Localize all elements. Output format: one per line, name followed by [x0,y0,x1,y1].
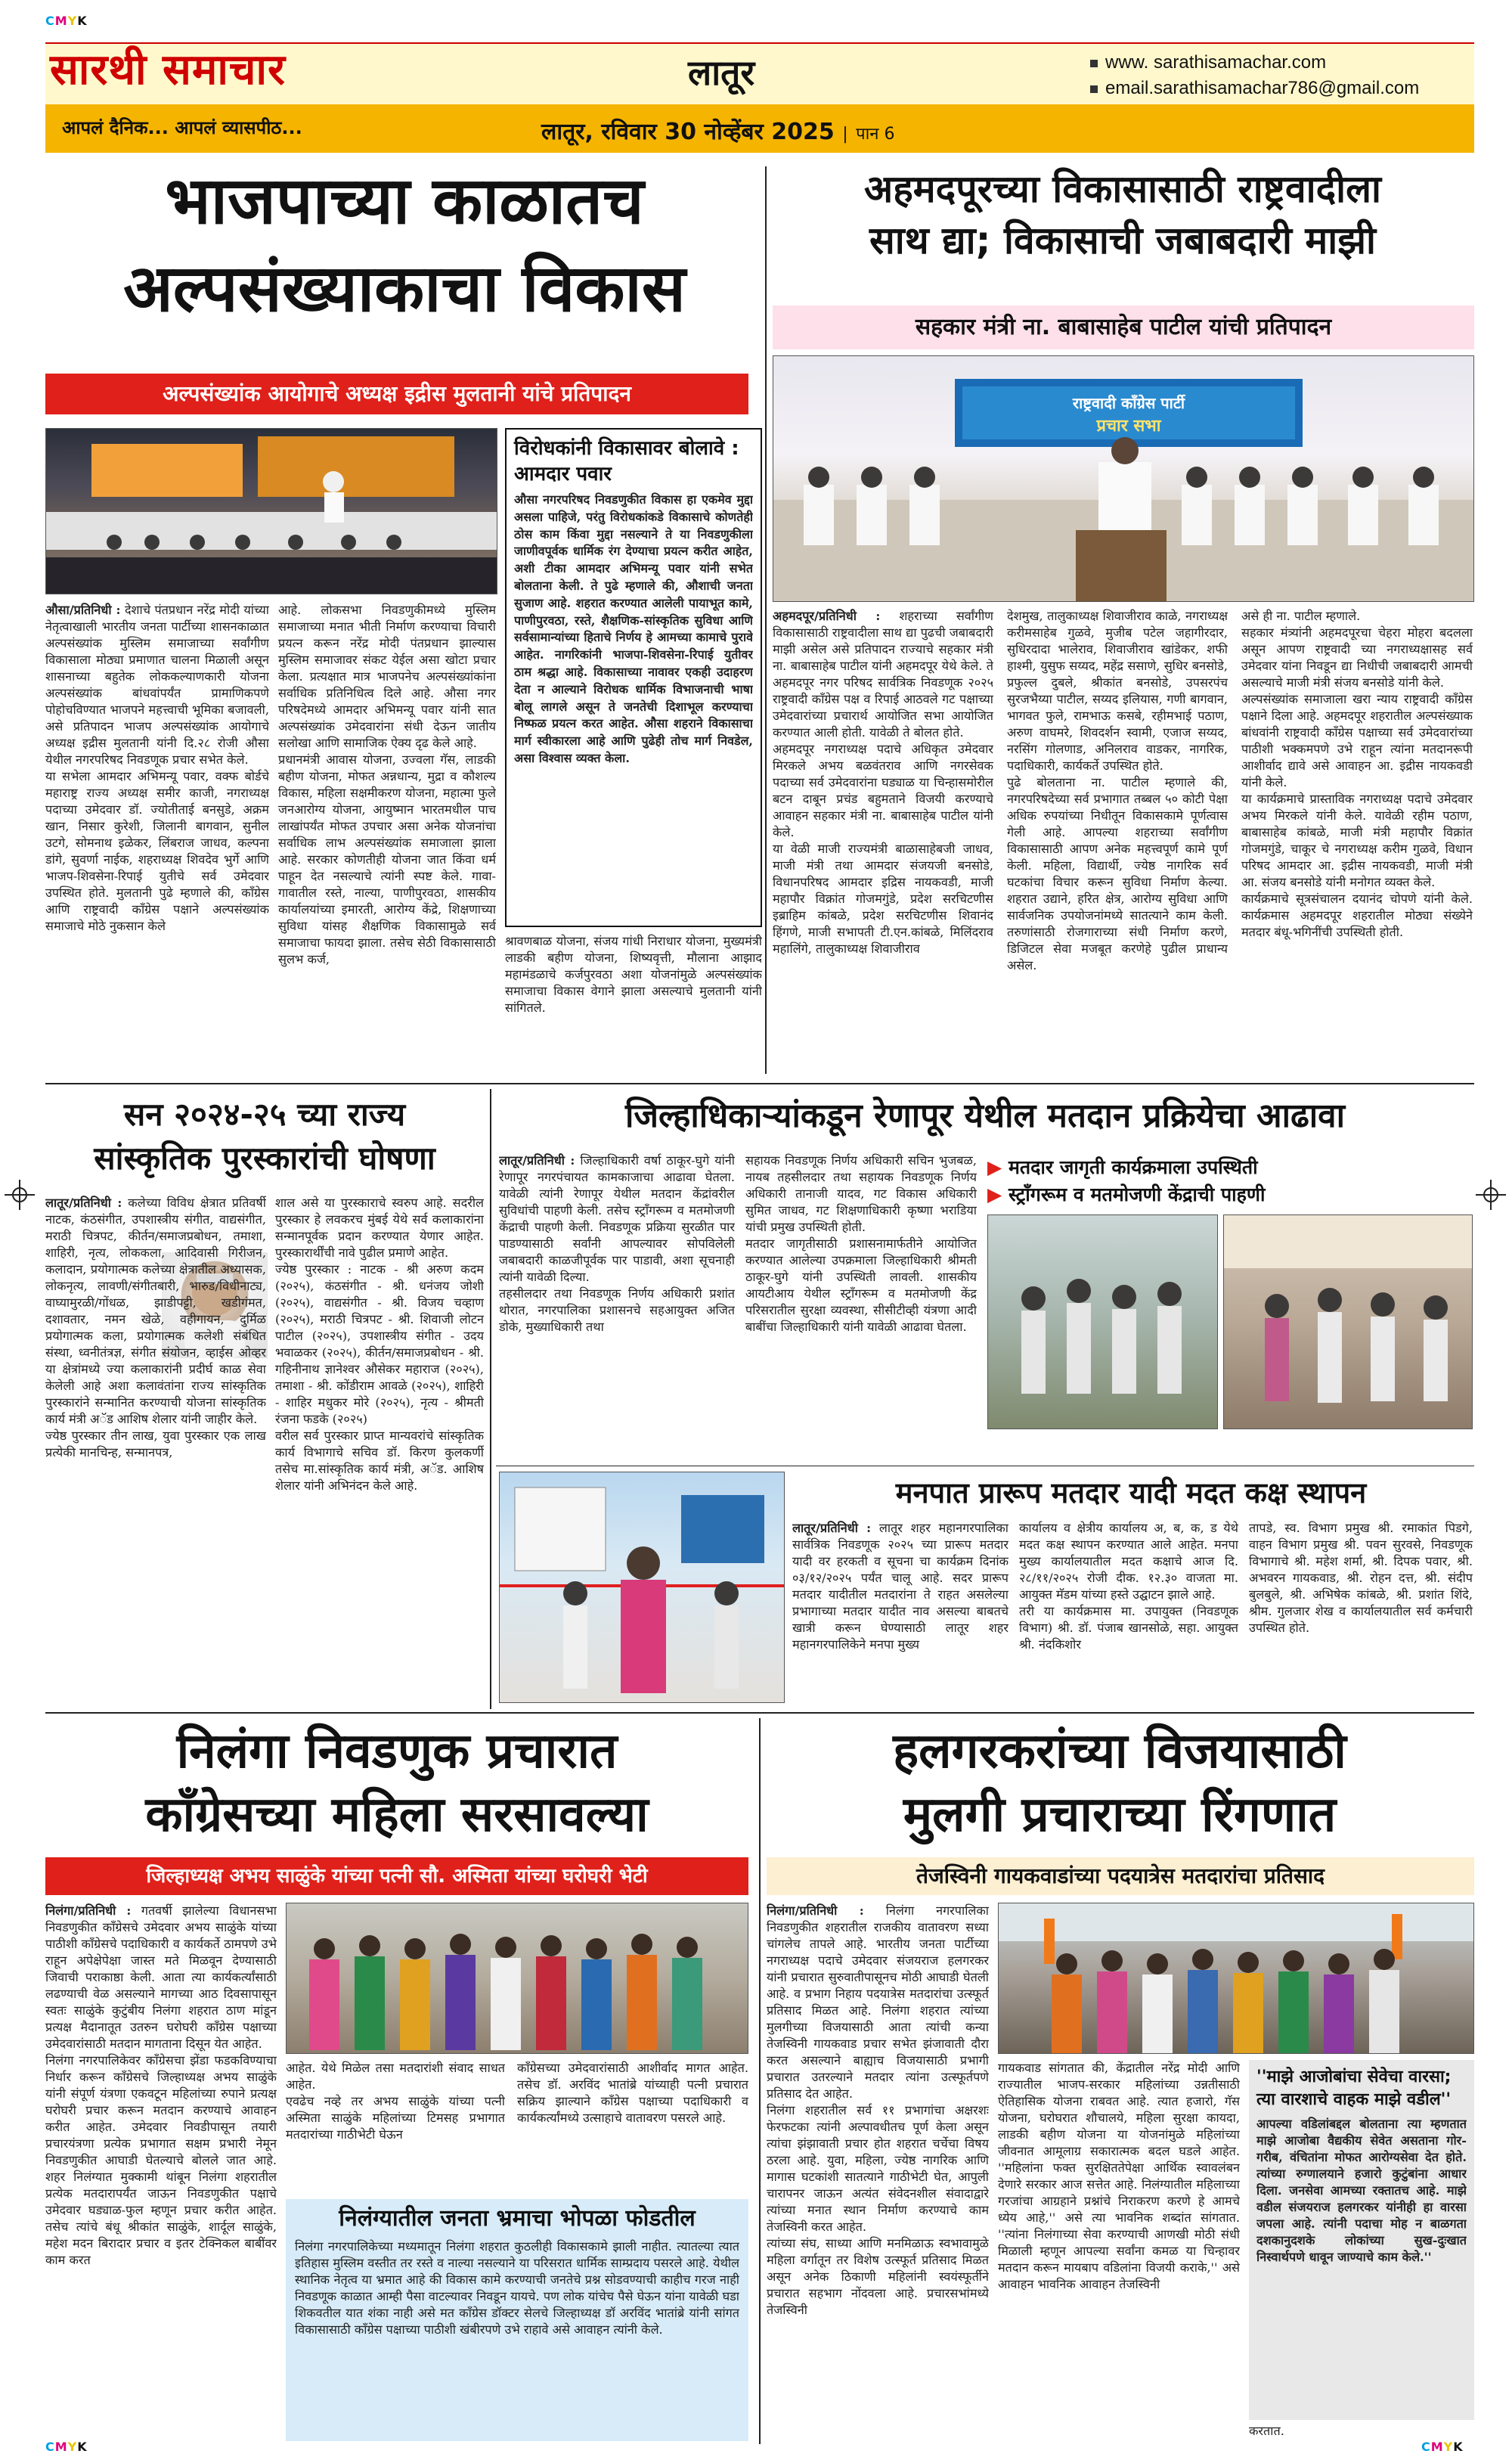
story2-subhead: सहकार मंत्री ना. बाबासाहेब पाटील यांची प्रतिपादन [773,306,1474,349]
story6-col3: काँग्रेसच्या उमेदवारांसाठी आशीर्वाद मागत आहेत. तसेच डॉ. अरविंद भातांब्रे यांच्याही पत्नी प्रचारात सक्रिय झाल्याने काँग्रेस पक्षाच्या पदाधिकारी व कार्यकर्त्यांमध्ये उत्साहाचे वातावरण पसरले आहे. [517,2061,748,2125]
paper-logo: सारथी समाचार [50,45,286,95]
story2-headline-2: साथ द्या; विकासाची जबाबदारी माझी [869,219,1376,262]
story2-byline: अहमदपूर/प्रतिनिधी : [773,609,881,623]
story2-col1 [773,608,993,1077]
story5-headline: मनपात प्रारूप मतदार यादी मदत कक्ष स्थापन [895,1476,1367,1509]
story7-col2: गायकवाड सांगतात की, केंद्रातील नरेंद्र मोदी आणि राज्यातील भाजप-सरकार महिलांच्या उन्नतीसाठी ऐतिहासिक योजना राबवत आहे. त्यात हजारो, गॅस योजना, घरोघरात शौचालये, महिला सुरक्षा कायदा, लाडकी बहीण योजना या योजनांमुळे महिलांच्या जीवनात आमूलाग्र सकारात्मक बदल घडले आहेत. ''महिलांना फक्त सुरक्षिततेपेक्षा आर्थिक स्वावलंबन देणारे सरकार आज सत्तेत आहे. निलंग्यातील महिलाच्या गरजांचा आग्रहाने प्रश्नांचे निराकरण करणे हे आमचे ध्येय आहे,'' असे त्या भावनिक शब्दांत सांगतात. ''त्यांना निलंगाच्या सेवा करण्याची आणखी मोठी संधी मिळाली म्हणून आपल्या सर्वांना कमळ या चिन्हावर मतदान करून मायबाप वडिलांना विजयी कराके,'' असे आवाहन भावनिक आवाहन तेजस्विनी [998,2061,1240,2291]
awareness-event-image [1224,1215,1473,1429]
registration-mark-icon [5,1180,35,1210]
dateline: लातूर, रविवार 30 नोव्हेंबर 2025 | पान 6 [541,119,895,145]
cmyk-mark: CMYK [45,14,88,28]
story5-body-1: लातूर शहर महानगरपालिका सार्वत्रिक निवडणूक २०२५ च्या प्रारूप मतदार यादी वर हरकती व सूचना चा कार्यक्रम दिनांक ०३/१२/२०२५ पर्यंत चालू आहे. सदर प्रारूप मतदार यादीतील मतदारांना ते राहत असलेल्या प्रभागाच्या मतदार यादीत नाव असल्या बाबतचे खात्री करून घेण्यासाठी लातूर शहर महानगरपालिकेने मनपा मुख्य [792,1521,1009,1652]
section-divider [45,1083,1474,1084]
story7-closing: करतात. [1249,2424,1284,2438]
story1-col2: आहे. लोकसभा निवडणुकीमध्ये मुस्लिम समाजाच्या मनात भीती निर्माण करण्याचा विचारी प्रयत्न करून नरेंद्र मोदी पंतप्रधान झाल्यास मुस्लिम समाजावर संकट येईल असा खोटा प्रचार केला. प्रत्यक्षात मात्र भाजपनेच अल्पसंख्यांकांना सर्वाधिक प्रतिनिधित्व दिले आहे. औसा नगर परिषदेमध्ये आमदार अभिमन्यू पवार यांनी सात अल्पसंख्यांक उमेदवारांना संधी देऊन जातीय सलोखा आणि सामाजिक ऐक्य दृढ केले आहे. प्रधानमंत्री आवास योजना, उज्वला गॅस, लाडकी बहीण योजना, मोफत अन्नधान्य, मुद्रा व कौशल्य विकास, महिला सक्षमीकरण योजना, महात्मा फुले जनआरोग्य योजना, आयुष्मान भारतमधील पाच लाखांपर्यंत मोफत उपचार असा अनेक योजनांचा सर्वाधिक लाभ अल्पसंख्यांक समाजाला झाला आहे. सरकार कोणतीही योजना जात किंवा धर्म पाहून देत नसल्याचे त्यांनी स्पष्ट केले. गावा-गावातील रस्ते, नाल्या, पाणीपुरवठा, शासकीय कार्यालयांच्या इमारती, आरोग्य केंद्रे, शिक्षणाच्या सुविधा यांसह शैक्षणिक विकासामुळे सर्व समाजाचा फायदा झाला. तसेच सेठी विकासासाठी सुलभ कर्ज, [278,603,496,966]
story3-headline-1: सन २०२४-२५ च्या राज्य [123,1096,406,1133]
story2-col3: असे ही ना. पाटील म्हणाले. सहकार मंत्र्यांनी अहमदपूरचा चेहरा मोहरा बदलला असून आपण राष्ट्रवादी च्या नगराध्यक्षासह सर्व उमेदवार यांना निवडून द्या निधीची जबाबदारी आमची असल्याचे माजी मंत्री संजय बनसोडे यांनी केले. अल्पसंख्यांक समाजाला खरा न्याय राष्ट्रवादी काँग्रेस पक्षाने दिला आहे. अहमदपूर शहरातील अल्पसंख्याक बांधवांनी राष्ट्रवादी काँग्रेस पक्षाच्या सर्व उमेदवारांच्या पाठीशी भक्कमपणे उभे राहून त्यांना मतदानरूपी आशीर्वाद द्यावे असे आवाहन आ. इद्रीस नायकवडी यांनी केले. या कार्यक्रमाचे प्रास्ताविक नगराध्यक्ष पदाचे उमेदवार अभय मिरकले यांनी केले. यावेळी रहीम पठाण, बाबासाहेब कांबळे, माजी मंत्री महापौर विक्रांत गोजमगुंडे, चाकूर चे नगराध्यक्ष करीम गुळवे, विधान परिषद आमदार आ. इद्रीस नायकवडी, माजी मंत्री आ. संजय बनसोडे यांनी मनोगत व्यक्त केले. कार्यक्रमाचे सूत्रसंचालन दयानंद चोपणे यांनी केले. कार्यक्रमास अहमदपूर शहरातील मोठ्या संख्येने मतदार बंधू-भगिनींची उपस्थिती होती. [1241,609,1473,939]
story2-photo [773,355,1474,602]
registration-mark-icon [1476,1180,1506,1210]
triangle-bullet-icon: ▶ [987,1183,1002,1205]
story2-body-1: शहराच्या सर्वांगीण विकासासाठी राष्ट्रवादीला साथ द्या पुढची जबाबदारी माझी असेल असे प्रतिपादन राज्याचे सहकार मंत्री ना. बाबासाहेब पाटील यांनी अहमदपूर येथे केले. ते अहमदपूर नगर परिषद सार्वत्रिक निवडणूक २०२५ राष्ट्रवादी काँग्रेस पक्ष व रिपाई आठवले गट पक्षाच्या उमेदवारांच्या प्रचारार्थ आयोजित सभा आयोजित करण्यात आली होती. यावेळी ते बोलत होते. अहमदपूर नगराध्यक्ष पदाचे अधिकृत उमेदवार मिरकले अभय बळवंतराव आणि नगरसेवक पदाच्या सर्व उमेदवारांना घड्याळ या चिन्हासमोरील बटन दाबून प्रचंड बहुमताने विजयी करण्याचे आवाहन सहकार मंत्री ना. बाबासाहेब पाटील यांनी केले. या वेळी माजी राज्यमंत्री बाळासाहेबजी जाधव, माजी मंत्री तथा आमदार संजयजी बनसोडे, विधानपरिषद आमदार इद्रिस नायकवडी, माजी महापौर विक्रांत गोजमगुंडे, प्रदेश सरचिटणीस इब्राहिम कांबळे, प्रदेश सरचिटणीस शिवानंद हिंगणे, माजी सभापती टी.एन.कांबळे, मिलिंदराव महालिंगे, तालुकाध्यक्ष शिवाजीराव [773,609,993,956]
triangle-bullet-icon: ▶ [987,1156,1002,1178]
padyatra-image [999,1903,1474,2054]
story6-byline: निलंगा/प्रतिनिधी : [45,1903,132,1918]
story6-col1 [45,1903,277,2440]
story7-box-text: आपल्या वडिलांबद्दल बोलताना त्या म्हणतात माझे आजोबा वैद्यकीय सेवेत असताना गोर-गरीब, वंचितांना मोफत आरोग्यसेवा देत होते. त्यांच्या रुग्णालयाने हजारो कुटुंबांना आधार दिला. जनसेवा आमच्या रक्तातच आहे. माझे वडील संजयराज हलगरकर यांनीही हा वारसा जपला आहे. त्यांनी पदाचा मोह न बाळगता दशकानुदशके लोकांच्या सुख-दुःखात निस्वार्थपणे धावून जाण्याचे काम केले.'' [1256,2117,1467,2264]
story5-photo [499,1472,785,1703]
story7-photo [998,1903,1474,2054]
story3-col2: शाल असे या पुरस्काराचे स्वरुप आहे. सदरील पुरस्कार हे लवकरच मुंबई येथे सर्व कलाकारांना सन्मानपूर्वक प्रदान करण्यात येणार आहेत. पुरस्कारार्थींची नावे पुढील प्रमाणे आहेत. ज्येष्ठ पुरस्कार : नाटक - श्री अरुण कदम (२०२५), कंठसंगीत - श्री. धनंजय जोशी (२०२५), वाद्यसंगीत - श्री. विजय चव्हाण (२०२५), मराठी चित्रपट - श्री. शिवाजी लोटन पाटील (२०२५), उपशास्त्रीय संगीत - उदय भवाळकर (२०२५), कीर्तन/समाजप्रबोधन - श्री. गहिनीनाथ ज्ञानेश्वर औसेकर महाराज (२०२५), तमाशा - श्री. कोंडीराम आवळे (२०२५), शाहिरी - शाहिर मधुकर मोरे (२०२५), नृत्य - श्रीमती रंजना फडके (२०२५) वरील सर्व पुरस्कार प्राप्त मान्यवरांचे सांस्कृतिक कार्य विभागाचे सचिव डॉ. किरण कुलकर्णी तसेच मा.सांस्कृतिक कार्य मंत्री, अॅड. आशिष शेलार यांनी अभिनंदन केले आहे. [275,1196,484,1493]
story7-subhead: तेजस्विनी गायकवाडांच्या पदयात्रेस मतदारांचा प्रतिसाद [767,1857,1474,1895]
story1-col1 [45,602,269,1071]
story2-banner-text-2: प्रचार सभा [1096,417,1161,436]
story5-byline: लातूर/प्रतिनिधी : [792,1521,872,1535]
story4-headline: जिल्हाधिकाऱ्यांकडून रेणापूर येथील मतदान प्रक्रियेचा आढावा [625,1097,1345,1135]
story7-headline-2: मुलगी प्रचाराच्या रिंगणात [903,1787,1337,1843]
story7-col1 [767,1903,989,2440]
women-campaign-image [287,1903,748,2054]
story6-headline-2: काँग्रेसच्या महिला सरसावल्या [145,1787,649,1843]
story3-headline-2: सांस्कृतिक पुरस्कारांची घोषणा [94,1140,435,1177]
story1-photo [45,428,497,594]
cmyk-mark-footer-right: CMYK [1421,2440,1464,2454]
story1-body-1: देशाचे पंतप्रधान नरेंद्र मोदी यांच्या नेतृत्वाखाली भारतीय जनता पार्टीच्या शासनकाळात अल्पसंख्यांक मुस्लिम समाजाच्या सर्वांगीण विकासाला मोठ्या प्रमाणात चालना मिळाली असून शासनाच्या बहुतेक लोककल्याणकारी योजना अल्पसंख्यांक बांधवांपर्यंत प्रामाणिकपणे पोहोचविण्यात भाजपने महत्त्वाची भूमिका बजावली, असे प्रतिपादन भाजप अल्पसंख्यांक आयोगाचे अध्यक्ष इद्रीस मुलतानी यांनी दि.२८ रोजी औसा येथील नगरपरिषद निवडणूक प्रचार सभेत केले. या सभेला आमदार अभिमन्यू पवार, वक्फ बोर्डचे महाराष्ट्र राज्य अध्यक्ष समीर काजी, नगराध्यक्ष पदाच्या उमेदवार डॉ. ज्योतीताई बनसुडे, अक्रम खान, निसार कुरेशी, जिलानी बागवान, सुनील उटगे, सोमनाथ इळेकर, लिंबराज जाधव, कल्पना डांगे, सुवर्णा नाईक, शहराध्यक्ष शिवदेव भुर्गे आणि भाजप-शिवसेना-रिपाई युतीचे सर्व उमेदवार उपस्थित होते. मुलतानी पुढे म्हणाले की, काँग्रेस आणि राष्ट्रवादी काँग्रेस पक्षाने अल्पसंख्यांक समाजाचे मोठे नुकसान केले [45,603,269,933]
story4-photo-1 [987,1214,1218,1429]
story3-col1 [45,1195,266,1709]
story7-body-1: निलंगा नगरपालिका निवडणुकीत शहरातील राजकीय वातावरण सध्या चांगलेच तापले आहे. भारतीय जनता पार्टीच्या नगराध्यक्ष पदाचे उमेदवार संजयराज हलगरकर यांनी प्रचारात सुरुवातीपासूनच मोठी आघाडी घेतली आहे. व प्रभाग निहाय पदयात्रेस मतदारांचा उत्स्फूर्त प्रतिसाद मिळत आहे. निलंगा शहरात त्यांच्या मुलगीच्या विजयासाठी आता त्यांची कन्या तेजस्विनी गायकवाड प्रचार सभेत झंजावाती दौरा करत असल्याने बाह्याच विजयासाठी प्रभागी प्रचारात उतरल्याने मतदार त्यांना उत्स्फूर्तपणे प्रतिसाद देत आहेत. निलंगा शहरातील सर्व ११ प्रभागांचा अक्षरशः फेरफटका त्यांनी अल्पावधीतच पूर्ण केला असून त्यांचा झंझावाती प्रचार होत शहरात चर्चेचा विषय ठरला आहे. युवा, महिला, ज्येष्ठ नागरिक आणि मागास घटकांशी सातत्याने गाठीभेटी घेत, आपुली चारापनर जाऊन अत्यंत संवेदनशील संवादाद्वारे त्यांच्या मनात स्थान निर्माण करण्याचे काम तेजस्विनी करत आहेत. त्यांच्या संघ, साध्या आणि मनमिळाऊ स्वभावामुळे महिला वर्गातून तर विशेष उत्स्फूर्त प्रतिसाद मिळत असून अनेक ठिकाणी महिलांनी स्वयंस्फूर्तीने प्रचारात सहभाग नोंदवला आहे. प्रचारसभांमध्ये तेजस्विनी [767,1903,989,2317]
story1-headline-1: भाजपाच्या काळातच [165,163,644,239]
column-divider [759,1718,761,2444]
cmyk-mark-footer: CMYK [45,2440,88,2454]
rally-stage-image [46,429,497,594]
story1-subhead: अल्पसंख्यांक आयोगाचे अध्यक्ष इद्रीस मुलतानी यांचे प्रतिपादन [45,374,748,414]
story3-body-1: कलेच्या विविध क्षेत्रात प्रतिवर्षी नाटक, कंठसंगीत, उपशास्त्रीय संगीत, वाद्यसंगीत, मराठी चित्रपट, कीर्तन/समाजप्रबोधन, तमाशा, शाहिरी, नृत्य, लोककला, आदिवासी गिरीजन, कलादान, प्रयोगात्मक कलेच्या क्षेत्रातील अध्यासक, लोकनृत्य, लावणी/संगीतबारी, भारुड/विधीनाट्य, वाघ्यामुरळी/गोंधळ, झाडीपट्टी, खडीगंमत, दशावतार, नमन खेळे, वहीगायन, दुर्मिळ प्रयोगात्मक कला, प्रयोगात्मक कलेशी संबंधित संस्था, ध्वनीतंत्रज्ञ, संगीत संयोजन, व्हाईस ओव्हर या क्षेत्रांमध्ये ज्या कलाकारांनी प्रदीर्घ काळ सेवा केलेली आहे अशा कलावंतांना राज्य सांस्कृतिक पुरस्कारांने सन्मानित करण्याची योजना सांस्कृतिक कार्य मंत्री अॅड आशिष शेलार यांनी जाहीर केले. ज्येष्ठ पुरस्कार तीन लाख, युवा पुरस्कार एक लाख प्रत्येकी मानचिन्ह, सन्मानपत्र, [45,1196,266,1460]
story2-headline-1: अहमदपूरच्या विकासासाठी राष्ट्रवादीला [864,167,1381,211]
edition-title: लातूर [688,52,755,93]
column-divider [490,1089,491,1709]
story6-photo [286,1903,748,2054]
story1-box-title: विरोधकांनी विकासावर बोलावे : आमदार पवार [514,437,739,485]
story5-col1 [792,1520,1009,1706]
email-link[interactable]: email.sarathisamachar786@gmail.com [1105,78,1420,98]
story6-box-title: निलंग्यातील जनता भ्रमाचा भोपळा फोडतील [339,2205,696,2232]
column-divider [765,166,767,1074]
bullet-icon [1090,60,1098,67]
story4-col1 [499,1152,735,1463]
story4-byline: लातूर/प्रतिनिधी : [499,1153,575,1168]
story2-col2: देशमुख, तालुकाध्यक्ष शिवाजीराव काळे, नगराध्यक्ष करीमसाहेब गुळवे, मुजीब पटेल जहागीरदार, सुधिरदादा भालेराव, शिवाजीराव खांडेकर, शफी हाश्मी, युसुफ सय्यद, महेंद्र ससाणे, सुधिर बनसोडे, प्रफुल्ल दुबले, श्रीकांत बनसोडे, उपसरपंच सुरजभैय्या पाटील, सय्यद इलियास, गणी बागवान, भागवत फुले, रामभाऊ कसबे, रहीमभाई पठाण, अरुण वाघमरे, शिवदर्शन स्वामी, एजाज सय्यद, नरसिंग गोलणाड, अनिलराव वाडकर, नागरिक, पदाधिकारी, कार्यकर्ते उपस्थित होते. पुढे बोलताना ना. पाटील म्हणाले की, नगरपरिषदेच्या सर्व प्रभागात तब्बल ५० कोटी पेक्षा अधिक रुपयांच्या निधीतून विकासकामे पूर्णत्वास गेली आहे. आपल्या शहराच्या सर्वांगीण विकासासाठी आपण अनेक महत्त्वपूर्ण कामे पूर्ण केली. महिला, विद्यार्थी, ज्येष्ठ नागरिक सर्व घटकांचा विचार करून सुविधा निर्माण केल्या. शहरात उद्याने, हरित क्षेत्र, आरोग्य सुविधा आणि सार्वजनिक उपयोजनांमध्ये सातत्याने काम केली. तरुणांसाठी रोजगाराच्या संधी निर्माण करणे, डिजिटल सेवा मजबूत करणेहे पुढील प्राधान्य असेल. [1007,609,1228,973]
story6-col2: आहेत. येथे मिळेल तसा मतदारांशी संवाद साधत आहेत. एवढेच नव्हे तर अभय साळुंके यांच्या पत्नी अस्मिता साळुंके महिलांच्या टिमसह प्रभागात मतदारांच्या गाठीभेटी घेऊन [286,2061,505,2142]
story7-headline-1: हलगरकरांच्या विजयासाठी [893,1723,1346,1779]
officials-inspection-image [988,1215,1218,1429]
bullet-icon [1090,85,1098,93]
story4-bullet-1: मतदार जागृती कार्यक्रमाला उपस्थिती [1008,1156,1258,1178]
story7-sidebar-box [1249,2060,1474,2420]
website-link[interactable]: www. sarathisamachar.com [1105,52,1327,73]
story1-headline-2: अल्पसंख्याकाचा विकास [123,251,686,327]
inauguration-image [500,1472,785,1703]
contact-block [1090,50,1419,101]
date-text: लातूर, रविवार 30 नोव्हेंबर 2025 [541,119,835,145]
story7-box-title: ''माझे आजोबांचा सेवेचा वारसा; त्या वारशाचे वाहक माझे वडील'' [1256,2068,1452,2109]
story3-byline: लातूर/प्रतिनिधी : [45,1196,122,1210]
story4-bullets [987,1154,1471,1208]
story4-bullet-2: स्ट्राँगरूम व मतमोजणी केंद्राची पाहणी [1008,1183,1266,1205]
story2-banner-text: राष्ट्रवादी काँग्रेस पार्टी [1072,394,1185,412]
story4-photo-2 [1223,1214,1473,1429]
story7-byline: निलंगा/प्रतिनिधी : [767,1903,864,1918]
story1-sidebar-box [505,428,762,927]
story4-body-1: जिल्हाधिकारी वर्षा ठाकूर-घुगे यांनी रेणापूर नगरपंचायत कामकाजाचा आढावा घेतला. यावेळी त्यांनी रेणापूर येथील मतदान केंद्रांवरील सुविधांची पाहणी केली. तसेच स्ट्रॉंगरूम व मतमोजणी केंद्राची पाहणी केली. निवडणूक प्रक्रिया सुरळीत पार पाडण्यासाठी सर्वांनी आपल्यावर सोपविलेली जबाबदारी काळजीपूर्वक पार पाडावी, अशा सूचनाही त्यांनी यावेळी दिल्या. तहसीलदार तथा निवडणूक निर्णय अधिकारी प्रशांत थोरात, नगरपालिका प्रशासनचे सहआयुक्त अजित डोके, मुख्याधिकारी तथा [499,1153,735,1334]
story4-col2: सहायक निवडणूक निर्णय अधिकारी सचिन भुजबळ, नायब तहसीलदार तथा सहायक निवडणूक निर्णय अधिकारी तानाजी यादव, गट विकास अधिकारी सुमित जाधव, गट शिक्षणाधिकारी कृष्णा भराडिया यांची प्रमुख उपस्थिती होती. मतदार जागृतीसाठी प्रशासनामार्फतीने आयोजित करण्यात आलेल्या उपक्रमाला जिल्हाधिकारी श्रीमती ठाकूर-घुगे यांनी उपस्थिती लावली. शासकीय आयटीआय येथील स्ट्रॉंगरूम व मतमोजणी केंद्र परिसरातील सुरक्षा व्यवस्था, सीसीटीव्ही यंत्रणा आदी बाबींचा जिल्हाधिकारी यांनी यावेळी आढावा घेतला. [745,1153,977,1334]
tagline: आपलं दैनिक... आपलं व्यासपीठ... [62,117,302,138]
story6-sidebar-box [286,2199,748,2441]
story1-box-text: औसा नगरपरिषद निवडणुकीत विकास हा एकमेव मुद्दा असला पाहिजे, परंतु विरोधकांकडे विकासाचे कोणतेही ठोस काम किंवा मुद्दा नसल्याने ते या निवडणुकीला जाणीवपूर्वक धार्मिक रंग देण्याचा प्रयत्न करीत आहेत, अशी टीका आमदार अभिमन्यू पवार यांनी सभेत बोलताना केली. ते पुढे म्हणाले की, औशाची जनता सुजाण आहे. शहरात करण्यात आलेली पायाभूत कामे, पाणीपुरवठा, रस्ते, शैक्षणिक-सांस्कृतिक सुविधा आणि सर्वसामान्यांच्या हिताचे निर्णय हे आमच्या कामाचे पुरावे आहेत. नागरिकांनी भाजपा-शिवसेना-रिपाई युतीवर ठाम श्रद्धा आहे. विकासाच्या नावावर एकही उदाहरण देता न आल्याने विरोधक धार्मिक विभाजनाची भाषा बोलू लागले असून ते जनतेची दिशाभूल करण्याचा निष्फळ प्रयत्न करत आहेत. औसा शहराने विकासाचा मार्ग स्वीकारला आहे आणि पुढेही तोच मार्ग निवडेल, असा विश्वास व्यक्त केला. [514,492,753,765]
story6-body-1: गतवर्षी झालेल्या विधानसभा निवडणुकीत काँग्रेसचे उमेदवार अभय साळुंके यांच्या पाठीशी काँग्रेसचे पदाधिकारी व कार्यकर्ते ठामपणे उभे राहून अपेक्षेपेक्षा जास्त मते मिळवून देण्यासाठी जिवाची पराकाष्ठा केली. आता त्या कार्यकर्त्यांसाठी लढण्याची वेळ असल्याने मागच्या आठ दिवसापासून स्वतः साळुंके कुटुंबीय निलंगा शहरात ठाण मांडून प्रत्यक्ष मैदानातूत उतरुन घरोघरी काँग्रेस पक्षाच्या उमेदवारांसाठी मतदान मागताना दिसून येत आहेत. निलंगा नगरपालिकेवर काँग्रेसचा झेंडा फडकविण्याचा निर्धार करून काँग्रेसचे जिल्हाध्यक्ष अभय साळुंके यांनी संपूर्ण यंत्रणा एकवटून महिलांच्या रुपाने प्रत्यक्ष घरोघरी प्रचार करून मतदान करण्याचे आवाहन करीत आहेत. उमेदवार निवडीपासून तयारी प्रचारयंत्रणा प्रत्येक प्रभागात सक्षम प्रभारी नेमून निवडणुकीत आघाडी घेतल्याचे बोलले जात आहे. शहर निलंग्यात मुक्कामी थांबून निलंगा शहरातील प्रत्येक मतदारापर्यंत जाऊन निवडणुकीत पक्षाचे उमेदवार घड्याळ-फुल म्हणून प्रचार करीत आहेत. तसेच त्यांचे बंधू श्रीकांत साळुंके, शार्दूल साळुंके, महेश मदन बिरादार प्रचार व इतर टेक्निकल बाबींवर काम करत [45,1903,277,2267]
story1-col3: श्रावणबाळ योजना, संजय गांधी निराधार योजना, मुख्यमंत्री लाडकी बहीण योजना, शिष्यवृत्ती, मौलाना आझाद महामंडळाचे कर्जपुरवठा अशा योजनांमुळे अल्पसंख्यांक समाजाचा विकास वेगाने झाला असल्याचे मुलतानी यांनी सांगितले. [505,934,762,1015]
page-number: पान 6 [856,125,895,144]
story6-headline-1: निलंगा निवडणुक प्रचारात [176,1723,618,1779]
story5-col3: तापडे, स्व. विभाग प्रमुख श्री. रमाकांत पिडगे, वाहन विभाग प्रमुख श्री. पवन सुरवसे, निवडणूक विभागाचे श्री. महेश शर्मा, श्री. दिपक पवार, श्री. अभवरन गायकवाड, श्री. रोहन दत्त, श्री. संदीप बुलबुले, श्री. अभिषेक कांबळे, श्री. प्रशांत शिंदे, श्रीम. गुलजार शेख व कार्यालयातील सर्व कर्मचारी उपस्थित होते. [1249,1521,1473,1635]
story6-subhead: जिल्हाध्यक्ष अभय साळुंके यांच्या पत्नी सौ. अस्मिता यांच्या घरोघरी भेटी [45,1857,748,1895]
story6-box-text: निलंगा नगरपालिकेच्या मध्यमातून निलंगा शहरात कुठलीही विकासकामे झाली नाहीत. त्यातल्या त्यात इतिहास मुस्लिम वस्तीत तर रस्ते व नाल्या नसल्याने या परिसरात धार्मिक साम्प्रदाय पसरले आहे. येथील स्थानिक नेतृत्व या भ्रमात आहे की विकास कामे करण्याची जनतेचे प्रश्न सोडवण्याची काहीच गरज नाही निवडणूक काळात आम्ही पैसा वाटल्यावर निवडून यायचे. पण लोक यांचेच पैसे घेऊन यांना यावेळी घडा शिकवतील यात शंका नाही असे मत काँग्रेस डॉक्टर सेलचे जिल्हाध्यक्ष डॉ अरविंद भातांब्रे यांनी सांगत विकासासाठी काँग्रेस पक्षाच्या पाठीशी खंबीरपणे उभे राहावे असे आवाहन त्यांनी केले. [295,2239,739,2337]
story1-byline: औसा/प्रतिनिधी : [45,603,121,617]
story5-col2: कार्यालय व क्षेत्रीय कार्यालय अ, ब, क, ड येथे मदत कक्ष स्थापन करण्यात आले आहेत. मनपा मुख्य कार्यालयातील मदत कक्षाचे आज दि. २८/११/२०२५ रोजी दीक. १२.३० वाजता मा. आयुक्त मॅडम यांच्या हस्ते उद्घाटन झाले आहे. तरी या कार्यक्रमास मा. उपायुक्त (निवडणूक विभाग) श्री. डॉ. पंजाब खानसोळे, सहा. आयुक्त श्री. नंदकिशोर [1019,1521,1238,1652]
section-divider [45,1712,1474,1714]
